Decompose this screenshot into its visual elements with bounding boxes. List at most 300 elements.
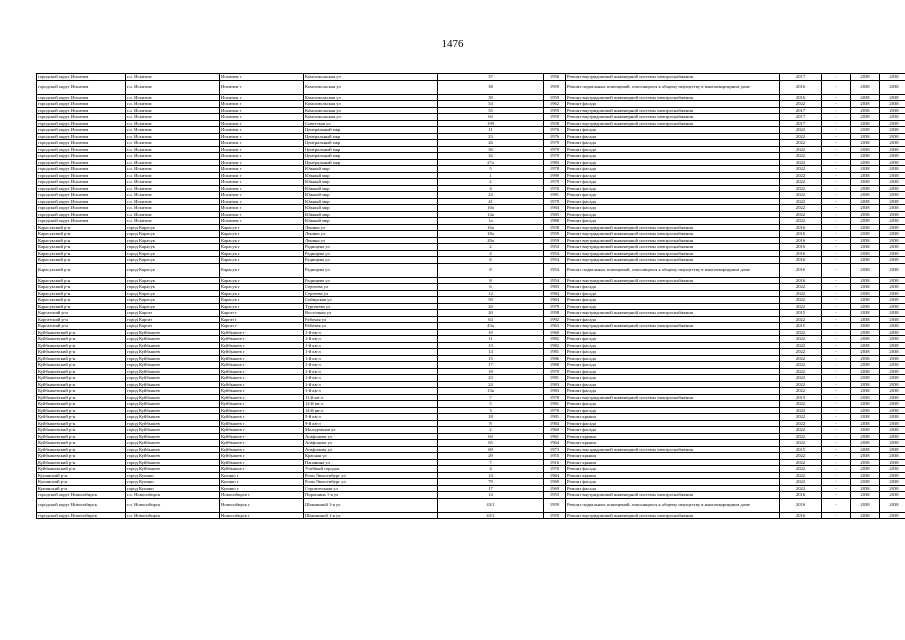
settlement-cell: г.о. Искитим xyxy=(126,140,220,147)
year-built-cell: 1959 xyxy=(544,512,566,519)
work-type-cell: Ремонт внутридомовой инженерной системы электроснабжения xyxy=(566,107,780,114)
municipality-cell: Карасукский р-н xyxy=(37,257,126,264)
house-cell: 39 xyxy=(438,94,544,101)
locality-cell: Новосибирск г xyxy=(220,512,304,519)
plan-year-cell: 2022 xyxy=(780,440,822,447)
year-built-cell: 1976 xyxy=(544,185,566,192)
year-end-cell: 2038 xyxy=(880,107,905,114)
year-end-cell: 2038 xyxy=(880,466,905,473)
house-cell: 14 xyxy=(438,472,544,479)
year-end-cell: 2038 xyxy=(880,80,905,94)
municipality-cell: городской округ Искитим xyxy=(37,205,126,212)
year-end-cell: 2038 xyxy=(880,394,905,401)
municipality-cell: городской округ Искитим xyxy=(37,74,126,81)
dash-cell: - xyxy=(822,355,851,362)
year-built-cell: 1980 xyxy=(544,362,566,369)
locality-cell: Искитим г xyxy=(220,127,304,134)
work-type-cell: Ремонт внутридомовой инженерной системы электроснабжения xyxy=(566,237,780,244)
municipality-cell: Купинский р-н xyxy=(37,485,126,492)
year-built-cell: 1955 xyxy=(544,453,566,460)
year-start-cell: 2038 xyxy=(851,205,880,212)
house-cell: 13 xyxy=(438,342,544,349)
street-cell: Южный мкр xyxy=(304,192,438,199)
dash-cell: - xyxy=(822,74,851,81)
settlement-cell: г.о. Искитим xyxy=(126,205,220,212)
municipality-cell: Куйбышевский р-н xyxy=(37,336,126,343)
house-cell: 14 xyxy=(438,492,544,499)
locality-cell: Каргат г xyxy=(220,310,304,317)
year-end-cell: 2038 xyxy=(880,74,905,81)
work-type-cell: Ремонт внутридомовой инженерной системы электроснабжения xyxy=(566,250,780,257)
year-start-cell: 2038 xyxy=(851,512,880,519)
locality-cell: Новосибирск г xyxy=(220,492,304,499)
house-cell: 8 xyxy=(438,263,544,277)
street-cell: 12-й кв-л xyxy=(304,401,438,408)
locality-cell: Искитим г xyxy=(220,185,304,192)
year-start-cell: 2038 xyxy=(851,440,880,447)
street-cell: Учебный городок xyxy=(304,466,438,473)
dash-cell: - xyxy=(822,394,851,401)
year-start-cell: 2038 xyxy=(851,250,880,257)
work-type-cell: Ремонт фасада xyxy=(566,297,780,304)
dash-cell: - xyxy=(822,414,851,421)
year-end-cell: 2038 xyxy=(880,440,905,447)
table-row xyxy=(37,263,905,277)
municipality-cell: Карасукский р-н xyxy=(37,237,126,244)
work-type-cell: Ремонт фасада xyxy=(566,303,780,310)
year-built-cell: 1964 xyxy=(544,472,566,479)
locality-cell: Куйбышев г xyxy=(220,342,304,349)
year-built-cell: 1979 xyxy=(544,146,566,153)
work-type-cell: Ремонт крыши xyxy=(566,414,780,421)
house-cell: 59 xyxy=(438,297,544,304)
settlement-cell: город Куйбышев xyxy=(126,440,220,447)
year-built-cell: 1954 xyxy=(544,277,566,284)
municipality-cell: Карасукский р-н xyxy=(37,290,126,297)
settlement-cell: город Куйбышев xyxy=(126,375,220,382)
municipality-cell: Куйбышевский р-н xyxy=(37,355,126,362)
year-end-cell: 2038 xyxy=(880,290,905,297)
work-type-cell: Ремонт фасада xyxy=(566,211,780,218)
work-type-cell: Ремонт фасада xyxy=(566,427,780,434)
plan-year-cell: 2022 xyxy=(780,127,822,134)
dash-cell: - xyxy=(822,498,851,512)
work-type-cell: Ремонт фасада xyxy=(566,218,780,225)
year-built-cell: 1979 xyxy=(544,179,566,186)
settlement-cell: город Карасук xyxy=(126,277,220,284)
street-cell: 1-й кв-л xyxy=(304,329,438,336)
dash-cell: - xyxy=(822,512,851,519)
house-cell: 41 xyxy=(438,198,544,205)
dash-cell: - xyxy=(822,323,851,330)
year-built-cell: 1954 xyxy=(544,257,566,264)
dash-cell: - xyxy=(822,453,851,460)
settlement-cell: г.о. Искитим xyxy=(126,179,220,186)
street-cell: Агафонова ул xyxy=(304,433,438,440)
year-built-cell: 1981 xyxy=(544,349,566,356)
dash-cell: - xyxy=(822,492,851,499)
dash-cell: - xyxy=(822,127,851,134)
year-start-cell: 2038 xyxy=(851,388,880,395)
plan-year-cell: 2022 xyxy=(780,368,822,375)
year-built-cell: 1981 xyxy=(544,414,566,421)
locality-cell: Куйбышев г xyxy=(220,329,304,336)
dash-cell: - xyxy=(822,427,851,434)
settlement-cell: город Карасук xyxy=(126,224,220,231)
year-built-cell: 1959 xyxy=(544,237,566,244)
street-cell: Южный мкр xyxy=(304,166,438,173)
year-built-cell: 1954 xyxy=(544,250,566,257)
settlement-cell: город Карасук xyxy=(126,290,220,297)
municipality-cell: Карасукский р-н xyxy=(37,231,126,238)
year-end-cell: 2038 xyxy=(880,336,905,343)
dash-cell: - xyxy=(822,446,851,453)
year-end-cell: 2038 xyxy=(880,192,905,199)
year-end-cell: 2038 xyxy=(880,284,905,291)
locality-cell: Каргат г xyxy=(220,316,304,323)
dash-cell: - xyxy=(822,329,851,336)
house-cell: 2 xyxy=(438,244,544,251)
locality-cell: Искитим г xyxy=(220,101,304,108)
street-cell: Советская ул xyxy=(304,120,438,127)
work-type-cell: Ремонт фасада xyxy=(566,159,780,166)
municipality-cell: Куйбышевский р-н xyxy=(37,459,126,466)
year-start-cell: 2038 xyxy=(851,297,880,304)
dash-cell: - xyxy=(822,257,851,264)
locality-cell: Каргат г xyxy=(220,323,304,330)
plan-year-cell: 2022 xyxy=(780,297,822,304)
year-start-cell: 2038 xyxy=(851,237,880,244)
street-cell: Центральный мкр xyxy=(304,140,438,147)
dash-cell: - xyxy=(822,420,851,427)
year-end-cell: 2038 xyxy=(880,485,905,492)
street-cell: Розы Люксембург ул xyxy=(304,472,438,479)
work-type-cell: Ремонт фасада xyxy=(566,362,780,369)
street-cell: Шамшиной 1-я ул xyxy=(304,498,438,512)
street-cell: Комсомольская ул xyxy=(304,107,438,114)
work-type-cell: Ремонт фасада xyxy=(566,342,780,349)
street-cell: Ленина ул xyxy=(304,224,438,231)
plan-year-cell: 2016 xyxy=(780,231,822,238)
locality-cell: Карасук г xyxy=(220,277,304,284)
work-type-cell: Ремонт внутридомовой инженерной системы электроснабжения xyxy=(566,114,780,121)
dash-cell: - xyxy=(822,349,851,356)
year-end-cell: 2038 xyxy=(880,244,905,251)
dash-cell: - xyxy=(822,407,851,414)
year-built-cell: 1959 xyxy=(544,107,566,114)
dash-cell: - xyxy=(822,277,851,284)
year-end-cell: 2038 xyxy=(880,257,905,264)
street-cell: 1-й кв-л xyxy=(304,336,438,343)
locality-cell: Искитим г xyxy=(220,133,304,140)
municipality-cell: Куйбышевский р-н xyxy=(37,401,126,408)
dash-cell: - xyxy=(822,205,851,212)
year-built-cell: 1959 xyxy=(544,94,566,101)
settlement-cell: город Куйбышев xyxy=(126,459,220,466)
municipality-cell: Купинский р-н xyxy=(37,472,126,479)
settlement-cell: г.о. Искитим xyxy=(126,80,220,94)
year-built-cell: 1976 xyxy=(544,466,566,473)
year-end-cell: 2038 xyxy=(880,185,905,192)
settlement-cell: г.о. Искитим xyxy=(126,107,220,114)
year-start-cell: 2038 xyxy=(851,446,880,453)
settlement-cell: город Карасук xyxy=(126,250,220,257)
house-cell: 6 xyxy=(438,284,544,291)
house-cell: 8 xyxy=(438,277,544,284)
dash-cell: - xyxy=(822,218,851,225)
house-cell: 11 xyxy=(438,336,544,343)
municipality-cell: городской округ Искитим xyxy=(37,218,126,225)
settlement-cell: город Карасук xyxy=(126,263,220,277)
settlement-cell: г.о. Новосибирск xyxy=(126,492,220,499)
house-cell: 69 xyxy=(438,446,544,453)
street-cell: Рабочая ул xyxy=(304,316,438,323)
year-end-cell: 2038 xyxy=(880,133,905,140)
settlement-cell: город Купино xyxy=(126,485,220,492)
year-start-cell: 2038 xyxy=(851,479,880,486)
municipality-cell: городской округ Искитим xyxy=(37,166,126,173)
house-cell: 12 xyxy=(438,290,544,297)
settlement-cell: г.о. Искитим xyxy=(126,133,220,140)
year-built-cell: 1973 xyxy=(544,446,566,453)
municipality-cell: Куйбышевский р-н xyxy=(37,440,126,447)
year-end-cell: 2038 xyxy=(880,401,905,408)
year-end-cell: 2038 xyxy=(880,446,905,453)
municipality-cell: Куйбышевский р-н xyxy=(37,394,126,401)
locality-cell: Карасук г xyxy=(220,237,304,244)
year-built-cell: 1958 xyxy=(544,310,566,317)
year-end-cell: 2038 xyxy=(880,231,905,238)
year-end-cell: 2038 xyxy=(880,159,905,166)
year-end-cell: 2038 xyxy=(880,101,905,108)
year-start-cell: 2038 xyxy=(851,257,880,264)
year-end-cell: 2038 xyxy=(880,263,905,277)
street-cell: Центральный мкр xyxy=(304,146,438,153)
year-start-cell: 2038 xyxy=(851,498,880,512)
year-end-cell: 2038 xyxy=(880,166,905,173)
dash-cell: - xyxy=(822,153,851,160)
settlement-cell: город Куйбышев xyxy=(126,420,220,427)
municipality-cell: городской округ Искитим xyxy=(37,159,126,166)
settlement-cell: город Куйбышев xyxy=(126,329,220,336)
year-start-cell: 2038 xyxy=(851,375,880,382)
house-cell: 54 xyxy=(438,101,544,108)
plan-year-cell: 2015 xyxy=(780,323,822,330)
plan-year-cell: 2022 xyxy=(780,218,822,225)
year-start-cell: 2038 xyxy=(851,329,880,336)
dash-cell: - xyxy=(822,224,851,231)
settlement-cell: город Каргат xyxy=(126,323,220,330)
dash-cell: - xyxy=(822,362,851,369)
locality-cell: Искитим г xyxy=(220,74,304,81)
year-start-cell: 2038 xyxy=(851,114,880,121)
municipality-cell: городской округ Искитим xyxy=(37,153,126,160)
street-cell: Комсомольская ул xyxy=(304,80,438,94)
settlement-cell: г.о. Искитим xyxy=(126,153,220,160)
plan-year-cell: 2022 xyxy=(780,485,822,492)
year-start-cell: 2038 xyxy=(851,459,880,466)
year-built-cell: 1964 xyxy=(544,440,566,447)
work-type-cell: Ремонт крыши xyxy=(566,453,780,460)
municipality-cell: Куйбышевский р-н xyxy=(37,342,126,349)
locality-cell: Искитим г xyxy=(220,179,304,186)
year-built-cell: 1983 xyxy=(544,388,566,395)
house-cell: 26 xyxy=(438,140,544,147)
plan-year-cell: 2022 xyxy=(780,146,822,153)
year-end-cell: 2038 xyxy=(880,375,905,382)
house-cell: 4 xyxy=(438,185,544,192)
settlement-cell: г.о. Искитим xyxy=(126,192,220,199)
year-end-cell: 2038 xyxy=(880,224,905,231)
street-cell: 1-й кв-л xyxy=(304,355,438,362)
house-cell: 17 xyxy=(438,362,544,369)
municipality-cell: городской округ Искитим xyxy=(37,179,126,186)
street-cell: Сергеева ул xyxy=(304,290,438,297)
house-cell: 63 xyxy=(438,433,544,440)
house-cell: 29 xyxy=(438,453,544,460)
street-cell: Порошина 1-я ул xyxy=(304,492,438,499)
municipality-cell: Куйбышевский р-н xyxy=(37,362,126,369)
street-cell: Комсомольская ул xyxy=(304,74,438,81)
work-type-cell: Ремонт фасада xyxy=(566,198,780,205)
work-type-cell: Ремонт фасада xyxy=(566,336,780,343)
work-type-cell: Ремонт фасада xyxy=(566,153,780,160)
locality-cell: Карасук г xyxy=(220,290,304,297)
locality-cell: Куйбышев г xyxy=(220,427,304,434)
dash-cell: - xyxy=(822,231,851,238)
house-cell: 4 xyxy=(438,250,544,257)
year-built-cell: 1990 xyxy=(544,172,566,179)
street-cell: 1-й кв-л xyxy=(304,375,438,382)
year-start-cell: 2038 xyxy=(851,427,880,434)
street-cell: Комсомольская ул xyxy=(304,114,438,121)
plan-year-cell: 2022 xyxy=(780,479,822,486)
street-cell: Сибирская ул xyxy=(304,297,438,304)
year-built-cell: 1980 xyxy=(544,218,566,225)
settlement-cell: город Карасук xyxy=(126,297,220,304)
plan-year-cell: 2022 xyxy=(780,329,822,336)
municipality-cell: городской округ Новосибирск xyxy=(37,492,126,499)
year-built-cell: 1981 xyxy=(544,192,566,199)
settlement-cell: г.о. Искитим xyxy=(126,114,220,121)
municipality-cell: Куйбышевский р-н xyxy=(37,453,126,460)
year-start-cell: 2038 xyxy=(851,192,880,199)
plan-year-cell: 2015 xyxy=(780,310,822,317)
house-cell: 5 xyxy=(438,401,544,408)
year-built-cell: 1981 xyxy=(544,375,566,382)
year-end-cell: 2038 xyxy=(880,355,905,362)
year-start-cell: 2038 xyxy=(851,472,880,479)
year-built-cell: 1978 xyxy=(544,407,566,414)
work-type-cell: Ремонт подвальных помещений, относящихся к общему имуществу в многоквартирном доме xyxy=(566,263,780,277)
year-start-cell: 2038 xyxy=(851,263,880,277)
plan-year-cell: 2022 xyxy=(780,336,822,343)
year-end-cell: 2038 xyxy=(880,153,905,160)
house-cell: 15 xyxy=(438,355,544,362)
street-cell: Рабочая ул xyxy=(304,323,438,330)
dash-cell: - xyxy=(822,466,851,473)
year-start-cell: 2038 xyxy=(851,244,880,251)
plan-year-cell: 2015 xyxy=(780,394,822,401)
work-type-cell: Ремонт внутридомовой инженерной системы электроснабжения xyxy=(566,74,780,81)
street-cell: Строительная ул xyxy=(304,485,438,492)
dash-cell: - xyxy=(822,290,851,297)
plan-year-cell: 2022 xyxy=(780,303,822,310)
year-end-cell: 2038 xyxy=(880,472,905,479)
municipality-cell: Куйбышевский р-н xyxy=(37,349,126,356)
locality-cell: Искитим г xyxy=(220,120,304,127)
work-type-cell: Ремонт внутридомовой инженерной системы электроснабжения xyxy=(566,492,780,499)
house-cell: 38 xyxy=(438,80,544,94)
settlement-cell: г.о. Искитим xyxy=(126,159,220,166)
street-cell: Агафонова ул xyxy=(304,446,438,453)
work-type-cell: Ремонт фасада xyxy=(566,420,780,427)
settlement-cell: город Куйбышев xyxy=(126,466,220,473)
work-type-cell: Ремонт фасада xyxy=(566,388,780,395)
house-cell: 8 xyxy=(438,420,544,427)
work-type-cell: Ремонт фасада xyxy=(566,140,780,147)
year-start-cell: 2038 xyxy=(851,107,880,114)
table-body xyxy=(37,74,905,519)
plan-year-cell: 2022 xyxy=(780,153,822,160)
municipality-cell: Куйбышевский р-н xyxy=(37,433,126,440)
house-cell: 18 xyxy=(438,414,544,421)
work-type-cell: Ремонт крыши xyxy=(566,440,780,447)
work-type-cell: Ремонт фасада xyxy=(566,381,780,388)
municipality-cell: городской округ Искитим xyxy=(37,101,126,108)
dash-cell: - xyxy=(822,237,851,244)
locality-cell: Карасук г xyxy=(220,257,304,264)
year-built-cell: 1978 xyxy=(544,166,566,173)
municipality-cell: городской округ Искитим xyxy=(37,127,126,134)
plan-year-cell: 2022 xyxy=(780,466,822,473)
locality-cell: Куйбышев г xyxy=(220,375,304,382)
locality-cell: Куйбышев г xyxy=(220,349,304,356)
year-start-cell: 2038 xyxy=(851,140,880,147)
settlement-cell: город Куйбышев xyxy=(126,355,220,362)
plan-year-cell: 2022 xyxy=(780,198,822,205)
settlement-cell: город Куйбышев xyxy=(126,394,220,401)
street-cell: 14-й кв-л xyxy=(304,407,438,414)
municipality-cell: Каргатский р-н xyxy=(37,310,126,317)
dash-cell: - xyxy=(822,114,851,121)
plan-year-cell: 2022 xyxy=(780,349,822,356)
plan-year-cell: 2022 xyxy=(780,355,822,362)
house-cell: 16а xyxy=(438,224,544,231)
year-built-cell: 1979 xyxy=(544,153,566,160)
plan-year-cell: 2022 xyxy=(780,381,822,388)
municipality-cell: Куйбышевский р-н xyxy=(37,381,126,388)
year-end-cell: 2038 xyxy=(880,198,905,205)
year-built-cell: 1969 xyxy=(544,479,566,486)
house-cell: 63 xyxy=(438,114,544,121)
plan-year-cell: 2016 xyxy=(780,257,822,264)
street-cell: Радищева ул xyxy=(304,263,438,277)
settlement-cell: город Куйбышев xyxy=(126,433,220,440)
plan-year-cell: 2022 xyxy=(780,401,822,408)
plan-year-cell: 2022 xyxy=(780,342,822,349)
house-cell: 11 xyxy=(438,127,544,134)
locality-cell: Искитим г xyxy=(220,140,304,147)
house-cell: 23 xyxy=(438,375,544,382)
year-built-cell: 1992 xyxy=(544,316,566,323)
municipality-cell: городской округ Искитим xyxy=(37,107,126,114)
locality-cell: Куйбышев г xyxy=(220,401,304,408)
locality-cell: Куйбышев г xyxy=(220,440,304,447)
plan-year-cell: 2016 xyxy=(780,492,822,499)
house-cell: 17 xyxy=(438,485,544,492)
settlement-cell: город Каргат xyxy=(126,310,220,317)
